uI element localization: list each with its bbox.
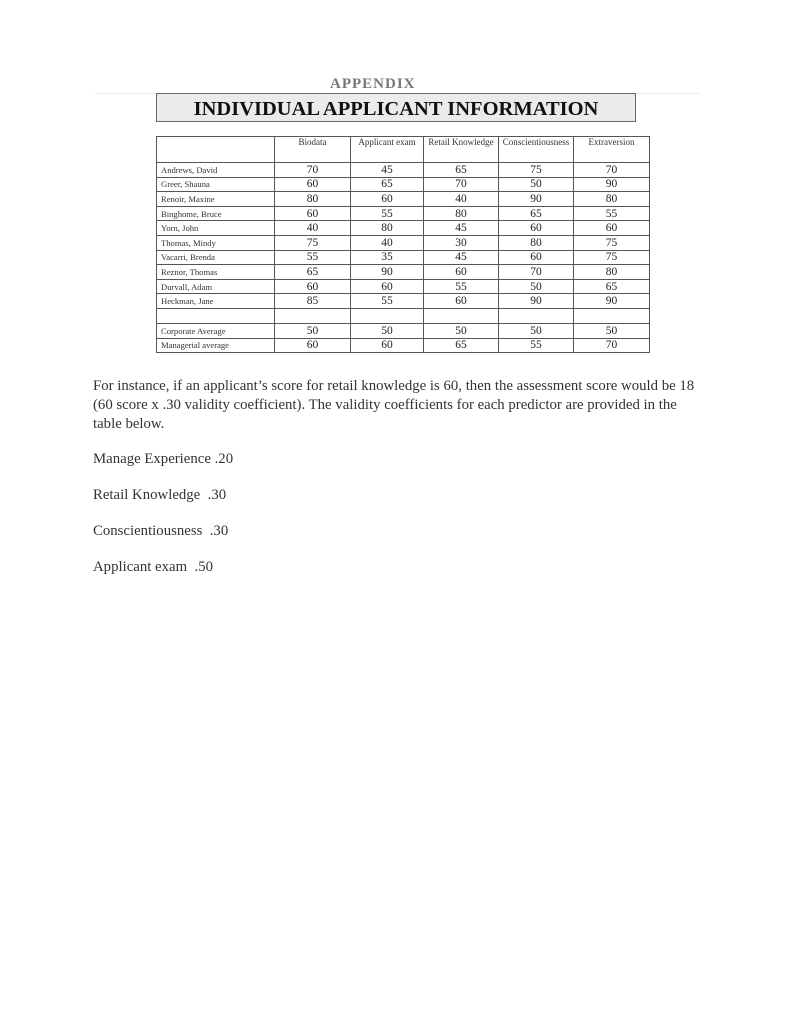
- score-cell: 90: [499, 294, 574, 309]
- column-header: Extraversion: [574, 137, 650, 163]
- table-row: [157, 279, 650, 294]
- applicant-name-cell: Greer, Shauna: [157, 177, 275, 192]
- empty-cell: [275, 308, 351, 323]
- table-row: [157, 235, 650, 250]
- applicant-name-cell: Renoir, Maxine: [157, 192, 275, 207]
- score-cell: 65: [499, 206, 574, 221]
- table-row: [157, 206, 650, 221]
- score-cell: 65: [424, 338, 499, 353]
- score-cell: 40: [351, 235, 424, 250]
- column-header: Conscientiousness: [499, 137, 574, 163]
- table-body: [157, 163, 650, 353]
- applicant-name-cell: Durvall, Adam: [157, 279, 275, 294]
- column-header: [157, 137, 275, 163]
- coefficient-line: Conscientiousness .30: [93, 523, 229, 539]
- coefficient-line: Retail Knowledge .30: [93, 487, 227, 503]
- cut-off-heading-text: APPENDIX: [330, 76, 416, 92]
- score-cell: 80: [275, 192, 351, 207]
- score-cell: 60: [424, 265, 499, 280]
- score-cell: 70: [424, 177, 499, 192]
- table-header-row: [157, 137, 650, 163]
- applicant-name-cell: Yorn, John: [157, 221, 275, 236]
- score-cell: 50: [275, 323, 351, 338]
- applicant-table: [156, 136, 650, 353]
- empty-cell: [424, 308, 499, 323]
- score-cell: 50: [574, 323, 650, 338]
- score-cell: 50: [499, 323, 574, 338]
- score-cell: 65: [351, 177, 424, 192]
- empty-cell: [499, 308, 574, 323]
- spacer-row: [157, 308, 650, 323]
- applicant-name-cell: Binghome, Bruce: [157, 206, 275, 221]
- applicant-name-cell: Andrews, David: [157, 163, 275, 178]
- table-row: [157, 163, 650, 178]
- empty-cell: [351, 308, 424, 323]
- score-cell: 50: [499, 279, 574, 294]
- score-cell: 55: [351, 294, 424, 309]
- score-cell: 80: [424, 206, 499, 221]
- score-cell: 35: [351, 250, 424, 265]
- explanation-paragraph: For instance, if an applicant’s score for retail knowledge is 60, then the assessment score would be 18 (60 score x .30 validity coefficient). The validity coefficients for each predictor are provided in the table below.: [93, 378, 695, 432]
- coefficient-line: Manage Experience .20: [93, 451, 234, 467]
- score-cell: 60: [275, 338, 351, 353]
- score-cell: 65: [574, 279, 650, 294]
- table-row: [157, 323, 650, 338]
- table-row: [157, 177, 650, 192]
- score-cell: 70: [499, 265, 574, 280]
- score-cell: 55: [574, 206, 650, 221]
- applicant-name-cell: Heckman, Jane: [157, 294, 275, 309]
- score-cell: 55: [351, 206, 424, 221]
- score-cell: 90: [574, 177, 650, 192]
- table-row: [157, 294, 650, 309]
- score-cell: 75: [275, 235, 351, 250]
- score-cell: 70: [574, 338, 650, 353]
- score-cell: 80: [574, 192, 650, 207]
- empty-cell: [157, 308, 275, 323]
- applicant-name-cell: Thomas, Mindy: [157, 235, 275, 250]
- column-header: Applicant exam: [351, 137, 424, 163]
- table-row: [157, 221, 650, 236]
- applicant-name-cell: Vacarri, Brenda: [157, 250, 275, 265]
- score-cell: 80: [499, 235, 574, 250]
- score-cell: 55: [499, 338, 574, 353]
- score-cell: 60: [351, 338, 424, 353]
- empty-cell: [574, 308, 650, 323]
- score-cell: 90: [574, 294, 650, 309]
- score-cell: 80: [574, 265, 650, 280]
- score-cell: 50: [351, 323, 424, 338]
- score-cell: 70: [574, 163, 650, 178]
- score-cell: 40: [424, 192, 499, 207]
- coefficient-line: Applicant exam .50: [93, 559, 213, 575]
- score-cell: 60: [351, 192, 424, 207]
- score-cell: 75: [574, 250, 650, 265]
- score-cell: 60: [275, 177, 351, 192]
- applicant-name-cell: Corporate Average: [157, 323, 275, 338]
- table-row: [157, 265, 650, 280]
- score-cell: 65: [424, 163, 499, 178]
- score-cell: 75: [499, 163, 574, 178]
- score-cell: 45: [424, 221, 499, 236]
- score-cell: 80: [351, 221, 424, 236]
- score-cell: 30: [424, 235, 499, 250]
- score-cell: 60: [275, 279, 351, 294]
- applicant-name-cell: Reznor, Thomas: [157, 265, 275, 280]
- score-cell: 75: [574, 235, 650, 250]
- score-cell: 45: [351, 163, 424, 178]
- score-cell: 50: [424, 323, 499, 338]
- score-cell: 60: [351, 279, 424, 294]
- score-cell: 55: [424, 279, 499, 294]
- table-title: INDIVIDUAL APPLICANT INFORMATION: [156, 93, 636, 122]
- table-row: [157, 250, 650, 265]
- score-cell: 60: [499, 250, 574, 265]
- score-cell: 55: [275, 250, 351, 265]
- score-cell: 60: [574, 221, 650, 236]
- score-cell: 90: [499, 192, 574, 207]
- score-cell: 60: [275, 206, 351, 221]
- score-cell: 40: [275, 221, 351, 236]
- score-cell: 60: [499, 221, 574, 236]
- score-cell: 90: [351, 265, 424, 280]
- applicant-name-cell: Managerial average: [157, 338, 275, 353]
- table-row: [157, 192, 650, 207]
- column-header: Biodata: [275, 137, 351, 163]
- column-header: Retail Knowledge: [424, 137, 499, 163]
- score-cell: 45: [424, 250, 499, 265]
- score-cell: 60: [424, 294, 499, 309]
- score-cell: 70: [275, 163, 351, 178]
- score-cell: 50: [499, 177, 574, 192]
- score-cell: 85: [275, 294, 351, 309]
- score-cell: 65: [275, 265, 351, 280]
- table-row: [157, 338, 650, 353]
